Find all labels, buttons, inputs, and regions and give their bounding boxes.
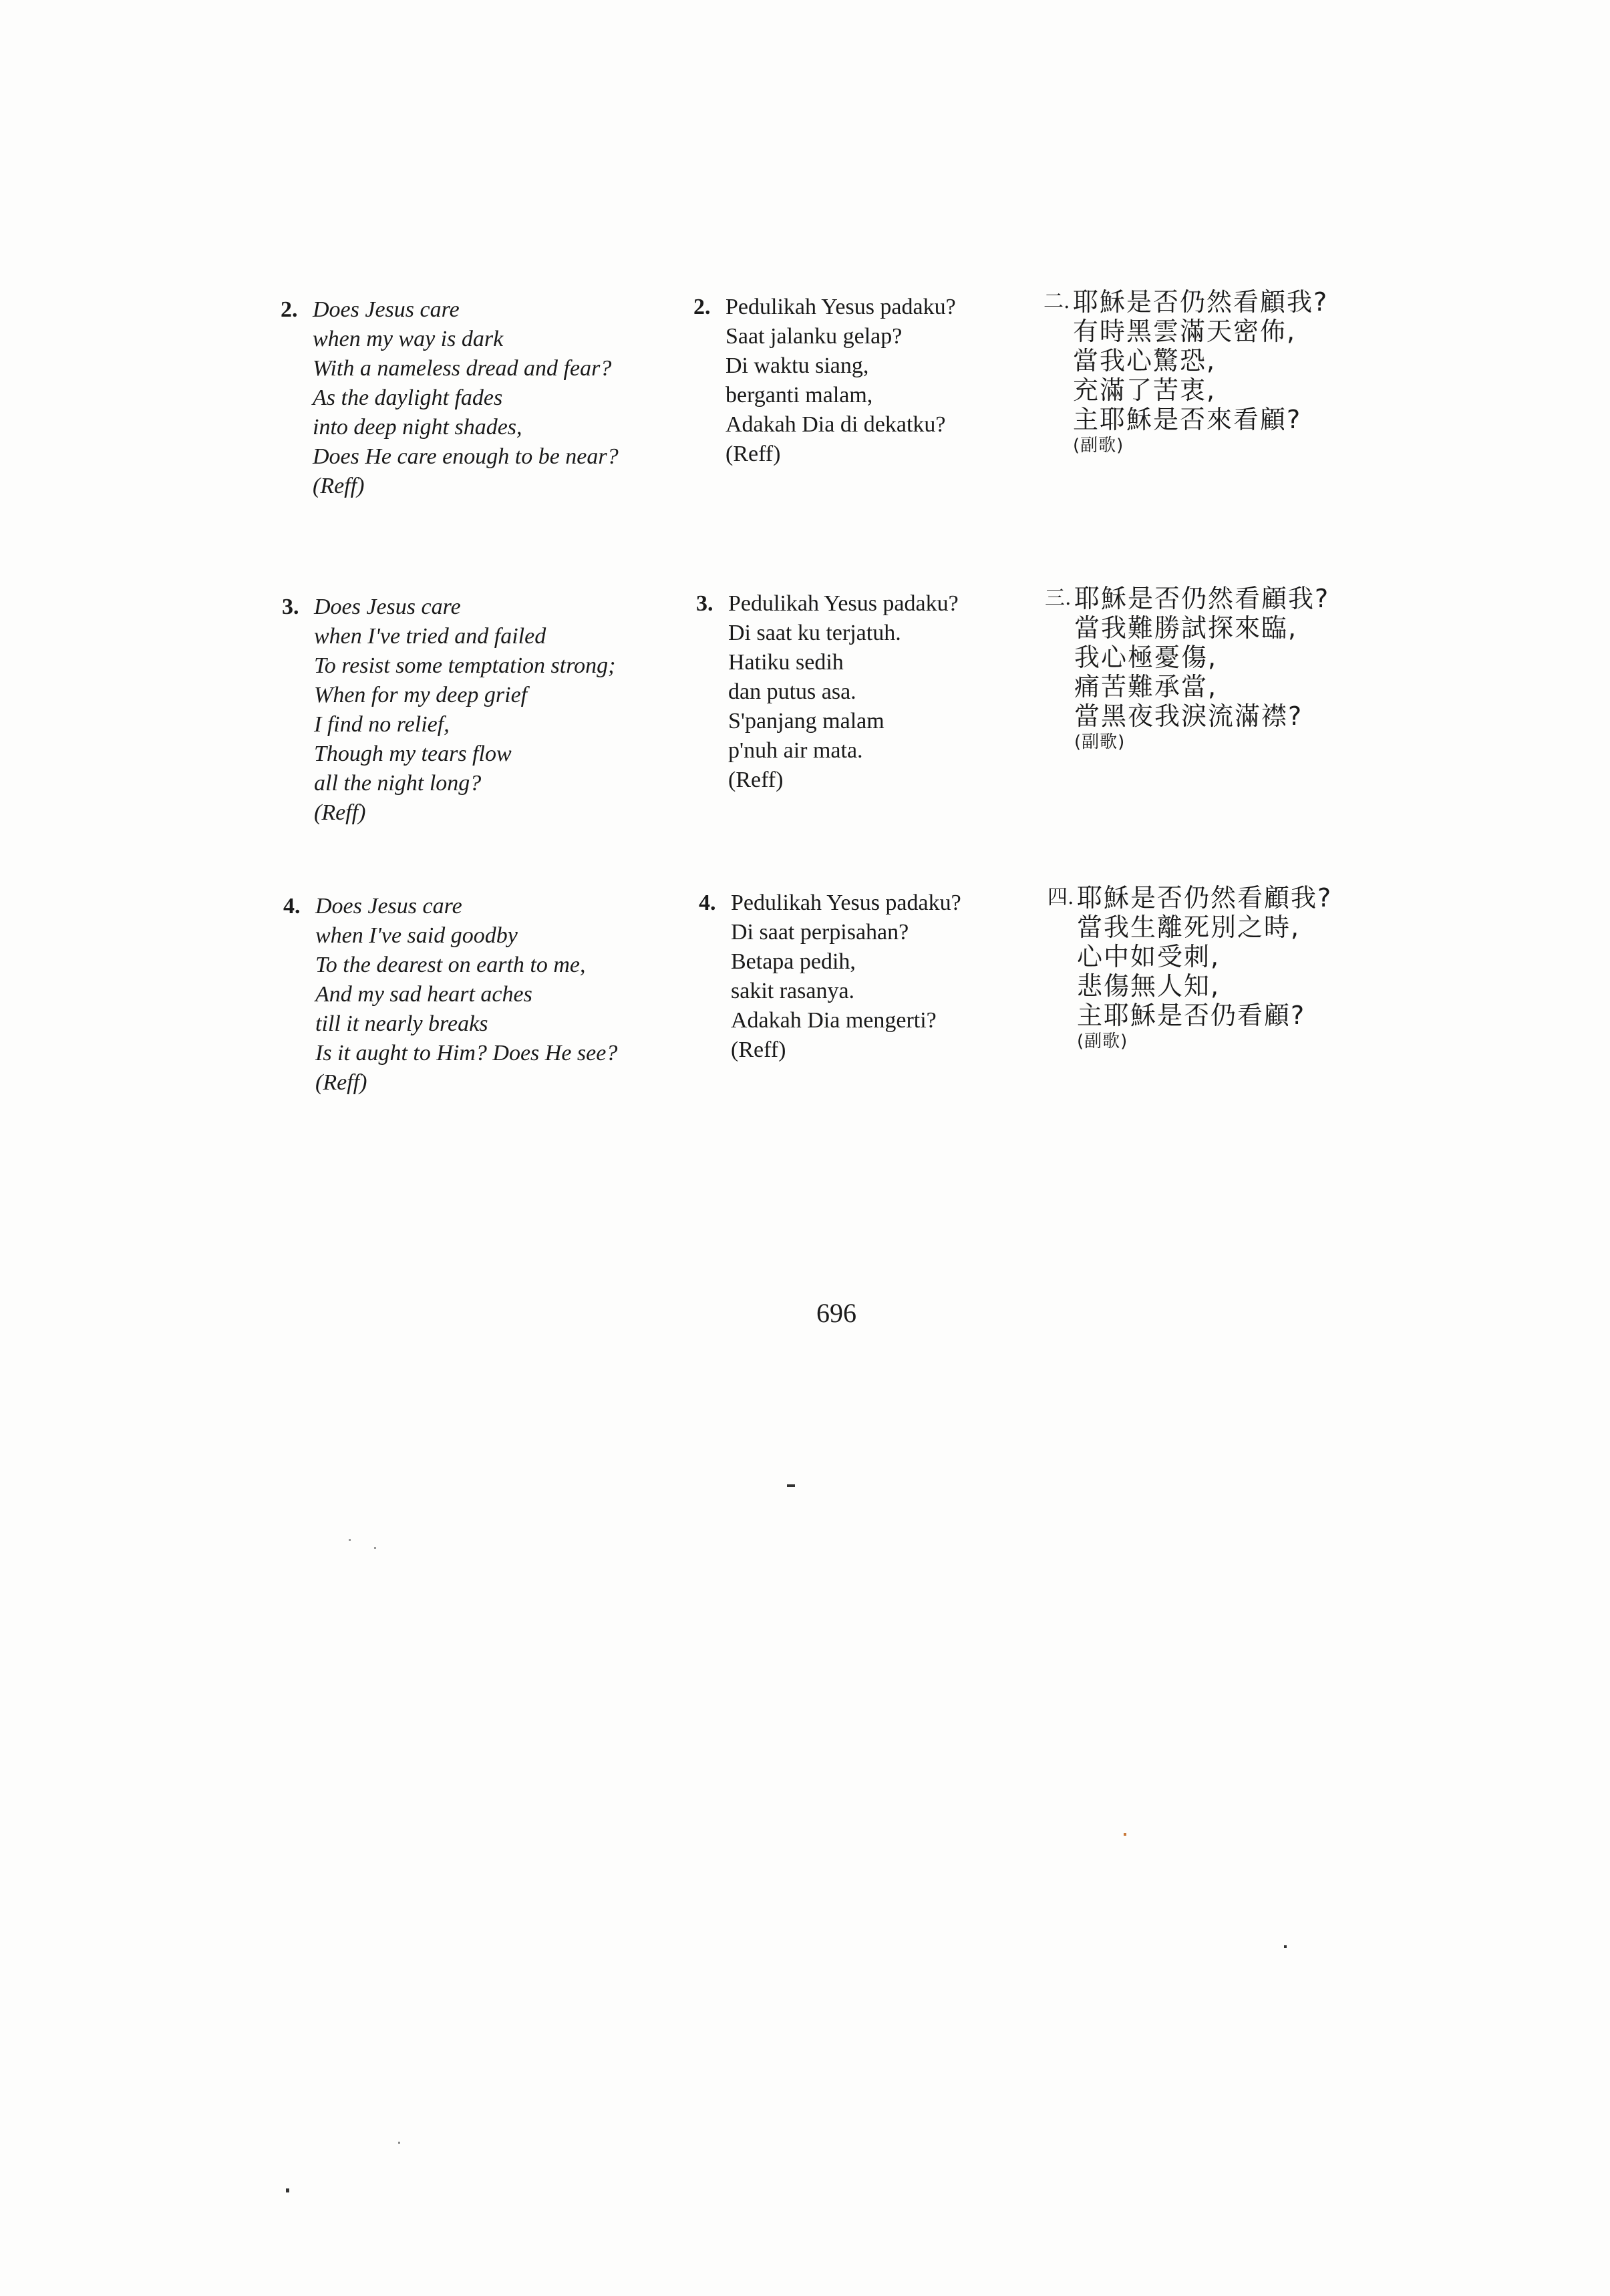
- lyric-line: Betapa pedih,: [731, 949, 856, 974]
- lyric-line: Does Jesus care: [314, 595, 461, 619]
- scan-speck: [1284, 1945, 1287, 1948]
- lyric-line: Di saat ku terjatuh.: [728, 621, 901, 645]
- verse-number: 2.: [693, 295, 711, 319]
- verse-number: 2.: [281, 297, 298, 322]
- lyric-line: p'nuh air mata.: [728, 738, 863, 763]
- lyric-line: (Reff): [313, 474, 365, 498]
- lyric-line: I find no relief,: [314, 712, 450, 737]
- lyric-line: 當我心驚恐,: [1073, 346, 1217, 375]
- refrain-marker: (副歌): [1073, 436, 1124, 456]
- lyric-line: Pedulikah Yesus padaku?: [731, 890, 961, 915]
- lyric-line: all the night long?: [314, 771, 482, 796]
- lyric-line: 耶穌是否仍然看顧我?: [1074, 584, 1330, 613]
- lyric-line: (Reff): [314, 800, 366, 825]
- verse-number: 三.: [1045, 587, 1072, 610]
- lyric-line: 耶穌是否仍然看顧我?: [1077, 883, 1333, 913]
- lyric-line: (Reff): [728, 768, 784, 792]
- lyric-line: (Reff): [726, 442, 781, 466]
- scan-speck: [398, 2142, 400, 2144]
- verse-4-indonesian: [699, 888, 961, 1065]
- lyric-line: Pedulikah Yesus padaku?: [726, 295, 956, 319]
- lyric-line: Adakah Dia mengerti?: [731, 1008, 937, 1033]
- scan-speck: [1124, 1833, 1126, 1836]
- verse-number: 二.: [1043, 290, 1070, 313]
- lyric-line: 悲傷無人知,: [1077, 971, 1221, 1001]
- verse-number: 四.: [1048, 886, 1074, 909]
- lyric-line: When for my deep grief: [314, 683, 528, 707]
- verse-4-chinese: [1048, 883, 1332, 1053]
- refrain-marker: (副歌): [1077, 1031, 1128, 1051]
- verse-3-chinese: [1045, 584, 1329, 754]
- page-number: 696: [816, 1298, 856, 1328]
- verse-number: 3.: [696, 591, 713, 616]
- lyric-line: sakit rasanya.: [731, 979, 855, 1003]
- lyric-line: 心中如受刺,: [1077, 942, 1221, 971]
- lyric-line: Adakah Dia di dekatku?: [726, 412, 946, 437]
- lyric-line: 主耶穌是否仍看顧?: [1077, 1001, 1306, 1030]
- verse-2-english: [281, 295, 619, 501]
- verse-2-chinese: [1043, 287, 1328, 457]
- lyric-line: 有時黑雲滿天密佈,: [1073, 317, 1297, 346]
- scan-speck: [286, 2188, 289, 2192]
- lyric-line: 痛苦難承當,: [1074, 672, 1218, 701]
- lyric-line: Does Jesus care: [313, 297, 460, 322]
- lyric-line: (Reff): [731, 1037, 786, 1062]
- lyric-line: Does Jesus care: [315, 894, 462, 919]
- refrain-marker: (副歌): [1074, 732, 1126, 752]
- lyric-line: 主耶穌是否來看顧?: [1073, 405, 1302, 434]
- lyric-line: S'panjang malam: [728, 709, 884, 733]
- verse-4-english: [283, 892, 617, 1098]
- lyric-line: (Reff): [315, 1070, 367, 1095]
- lyric-line: 我心極憂傷,: [1074, 643, 1218, 672]
- lyric-line: when my way is dark: [313, 327, 504, 351]
- lyric-line: With a nameless dread and fear?: [313, 356, 612, 381]
- verse-3-english: [282, 593, 615, 828]
- lyric-line: To the dearest on earth to me,: [315, 953, 586, 977]
- verse-3-indonesian: [696, 589, 959, 795]
- lyric-line: Hatiku sedih: [728, 650, 844, 675]
- verse-number: 3.: [282, 595, 299, 619]
- scan-speck: [374, 1547, 376, 1549]
- lyric-line: 當我生離死別之時,: [1077, 913, 1301, 942]
- lyric-line: into deep night shades,: [313, 415, 522, 440]
- lyric-line: Di saat perpisahan?: [731, 920, 909, 945]
- lyric-line: when I've said goodby: [315, 923, 518, 948]
- lyric-line: 當我難勝試探來臨,: [1074, 613, 1298, 643]
- lyric-line: Does He care enough to be near?: [313, 444, 619, 469]
- lyric-line: 當黑夜我淚流滿襟?: [1074, 701, 1303, 731]
- lyric-line: Saat jalanku gelap?: [726, 324, 903, 349]
- lyric-line: till it nearly breaks: [315, 1011, 488, 1036]
- lyric-line: Di waktu siang,: [726, 353, 869, 378]
- lyric-line: Is it aught to Him? Does He see?: [315, 1041, 618, 1065]
- lyric-line: dan putus asa.: [728, 679, 856, 704]
- lyric-line: As the daylight fades: [313, 385, 503, 410]
- lyric-line: 充滿了苦衷,: [1073, 375, 1217, 405]
- scan-speck: [787, 1484, 795, 1487]
- lyric-line: when I've tried and failed: [314, 624, 546, 649]
- verse-number: 4.: [283, 894, 301, 919]
- lyric-line: Though my tears flow: [314, 742, 512, 766]
- lyric-line: And my sad heart aches: [315, 982, 532, 1007]
- verse-number: 4.: [699, 890, 716, 915]
- lyric-line: To resist some temptation strong;: [314, 653, 616, 678]
- scan-speck: [349, 1539, 351, 1541]
- verse-2-indonesian: [693, 293, 956, 469]
- lyric-line: Pedulikah Yesus padaku?: [728, 591, 959, 616]
- lyric-line: 耶穌是否仍然看顧我?: [1073, 287, 1329, 317]
- lyric-line: berganti malam,: [726, 383, 873, 407]
